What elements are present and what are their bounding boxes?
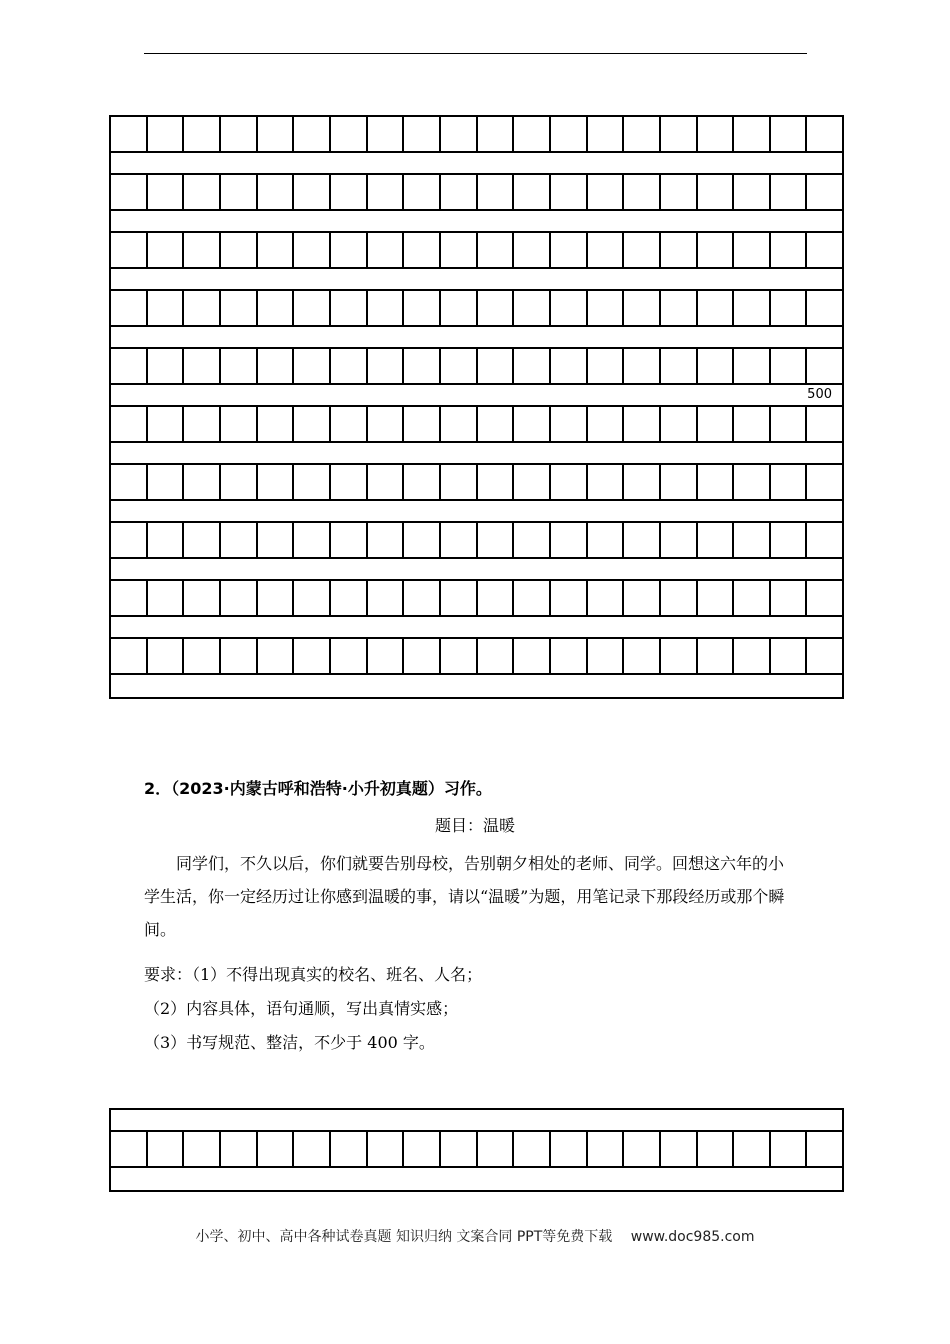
grid-row <box>111 349 842 385</box>
grid-cell[interactable] <box>769 233 806 267</box>
grid-cell[interactable] <box>329 639 366 673</box>
grid-cell[interactable] <box>366 291 403 325</box>
grid-cell[interactable] <box>182 117 219 151</box>
grid-cell[interactable] <box>696 1132 733 1166</box>
writing-grid-bottom <box>109 1108 844 1192</box>
grid-cell[interactable] <box>622 291 659 325</box>
grid-cell[interactable] <box>805 233 842 267</box>
grid-cell[interactable] <box>256 639 293 673</box>
grid-cell[interactable] <box>769 581 806 615</box>
grid-cell[interactable] <box>586 175 623 209</box>
grid-cell[interactable] <box>512 523 549 557</box>
essay-topic: 题目：温暖 <box>434 816 515 835</box>
grid-cell[interactable] <box>182 349 219 383</box>
grid-cell[interactable] <box>402 465 439 499</box>
grid-cell[interactable] <box>512 581 549 615</box>
grid-cell[interactable] <box>329 349 366 383</box>
grid-cell[interactable] <box>769 175 806 209</box>
grid-cell[interactable] <box>659 175 696 209</box>
grid-cell[interactable] <box>659 291 696 325</box>
grid-cell[interactable] <box>366 465 403 499</box>
grid-cell[interactable] <box>805 349 842 383</box>
essay-prompt: 同学们，不久以后，你们就要告别母校，告别朝夕相处的老师、同学。回想这六年的小学生活，你一定经历过让你感到温暖的事，请以“温暖”为题，用笔记录下那段经历或那个瞬间。 <box>144 854 785 939</box>
grid-cell[interactable] <box>182 639 219 673</box>
grid-cell[interactable] <box>256 349 293 383</box>
grid-cell[interactable] <box>146 291 183 325</box>
grid-cell[interactable] <box>219 175 256 209</box>
grid-cell[interactable] <box>292 175 329 209</box>
grid-cell[interactable] <box>219 465 256 499</box>
grid-cell[interactable] <box>439 407 476 441</box>
grid-gap <box>111 153 842 175</box>
grid-cell[interactable] <box>256 523 293 557</box>
grid-cell[interactable] <box>732 639 769 673</box>
grid-cell[interactable] <box>111 581 146 615</box>
grid-cell[interactable] <box>732 1132 769 1166</box>
grid-cell[interactable] <box>805 407 842 441</box>
grid-cell[interactable] <box>586 117 623 151</box>
grid-cell[interactable] <box>512 407 549 441</box>
grid-cell[interactable] <box>696 465 733 499</box>
grid-cell[interactable] <box>622 465 659 499</box>
grid-cell[interactable] <box>439 175 476 209</box>
grid-cell[interactable] <box>549 1132 586 1166</box>
grid-cell[interactable] <box>732 117 769 151</box>
grid-cell[interactable] <box>439 1132 476 1166</box>
grid-cell[interactable] <box>402 581 439 615</box>
grid-cell[interactable] <box>329 523 366 557</box>
grid-cell[interactable] <box>256 407 293 441</box>
grid-cell[interactable] <box>146 233 183 267</box>
grid-cell[interactable] <box>292 581 329 615</box>
grid-gap <box>111 1110 842 1132</box>
grid-cell[interactable] <box>696 291 733 325</box>
grid-cell[interactable] <box>512 465 549 499</box>
grid-cell[interactable] <box>111 291 146 325</box>
grid-gap <box>111 385 842 407</box>
grid-row <box>111 175 842 211</box>
grid-cell[interactable] <box>111 639 146 673</box>
grid-cell[interactable] <box>366 639 403 673</box>
grid-cell[interactable] <box>476 465 513 499</box>
grid-cell[interactable] <box>512 639 549 673</box>
grid-cell[interactable] <box>622 523 659 557</box>
grid-cell[interactable] <box>549 291 586 325</box>
grid-cell[interactable] <box>146 117 183 151</box>
grid-cell[interactable] <box>182 523 219 557</box>
grid-cell[interactable] <box>549 407 586 441</box>
grid-gap <box>111 211 842 233</box>
grid-gap <box>111 1168 842 1190</box>
grid-cell[interactable] <box>366 175 403 209</box>
grid-cell[interactable] <box>439 233 476 267</box>
grid-cell[interactable] <box>402 1132 439 1166</box>
requirement-1: 要求：（1）不得出现真实的校名、班名、人名； <box>144 965 483 984</box>
question-title: 2．（2023·内蒙古呼和浩特·小升初真题）习作。 <box>144 779 492 798</box>
grid-cell[interactable] <box>292 639 329 673</box>
grid-cell[interactable] <box>512 1132 549 1166</box>
grid-cell[interactable] <box>402 639 439 673</box>
grid-cell[interactable] <box>182 175 219 209</box>
grid-cell[interactable] <box>476 349 513 383</box>
grid-cell[interactable] <box>329 291 366 325</box>
grid-cell[interactable] <box>111 523 146 557</box>
grid-cell[interactable] <box>586 233 623 267</box>
grid-cell[interactable] <box>769 465 806 499</box>
grid-cell[interactable] <box>586 349 623 383</box>
grid-cell[interactable] <box>512 233 549 267</box>
grid-cell[interactable] <box>111 175 146 209</box>
grid-cell[interactable] <box>769 349 806 383</box>
grid-cell[interactable] <box>732 175 769 209</box>
requirement-2: （2）内容具体，语句通顺，写出真情实感； <box>144 999 459 1018</box>
grid-cell[interactable] <box>805 465 842 499</box>
grid-cell[interactable] <box>146 465 183 499</box>
writing-grid-top <box>109 115 844 699</box>
grid-cell[interactable] <box>366 581 403 615</box>
grid-cell[interactable] <box>402 233 439 267</box>
grid-cell[interactable] <box>549 175 586 209</box>
grid-cell[interactable] <box>439 349 476 383</box>
grid-cell[interactable] <box>696 523 733 557</box>
grid-cell[interactable] <box>586 639 623 673</box>
grid-cell[interactable] <box>769 523 806 557</box>
grid-cell[interactable] <box>805 175 842 209</box>
grid-cell[interactable] <box>512 117 549 151</box>
grid-cell[interactable] <box>622 175 659 209</box>
grid-cell[interactable] <box>256 1132 293 1166</box>
grid-cell[interactable] <box>476 233 513 267</box>
grid-row <box>111 639 842 675</box>
grid-cell[interactable] <box>182 465 219 499</box>
grid-cell[interactable] <box>696 175 733 209</box>
grid-cell[interactable] <box>769 1132 806 1166</box>
grid-cell[interactable] <box>732 407 769 441</box>
grid-cell[interactable] <box>366 233 403 267</box>
grid-cell[interactable] <box>769 291 806 325</box>
grid-cell[interactable] <box>292 117 329 151</box>
grid-cell[interactable] <box>182 291 219 325</box>
grid-cell[interactable] <box>512 349 549 383</box>
grid-cell[interactable] <box>549 639 586 673</box>
grid-cell[interactable] <box>659 1132 696 1166</box>
footer-url[interactable]: www.doc985.com <box>630 1229 755 1245</box>
grid-cell[interactable] <box>219 1132 256 1166</box>
grid-gap <box>111 327 842 349</box>
grid-cell[interactable] <box>146 581 183 615</box>
grid-cell[interactable] <box>439 465 476 499</box>
grid-cell[interactable] <box>805 291 842 325</box>
grid-cell[interactable] <box>696 233 733 267</box>
grid-cell[interactable] <box>659 465 696 499</box>
grid-cell[interactable] <box>146 349 183 383</box>
grid-cell[interactable] <box>292 407 329 441</box>
grid-cell[interactable] <box>659 117 696 151</box>
grid-cell[interactable] <box>732 465 769 499</box>
grid-cell[interactable] <box>292 1132 329 1166</box>
grid-cell[interactable] <box>805 117 842 151</box>
grid-cell[interactable] <box>219 523 256 557</box>
grid-cell[interactable] <box>549 523 586 557</box>
grid-cell[interactable] <box>292 233 329 267</box>
grid-row <box>111 581 842 617</box>
grid-gap <box>111 443 842 465</box>
grid-cell[interactable] <box>622 1132 659 1166</box>
requirement-3: （3）书写规范、整洁，不少于 400 字。 <box>144 1033 435 1052</box>
grid-cell[interactable] <box>219 291 256 325</box>
grid-cell[interactable] <box>111 1132 146 1166</box>
grid-cell[interactable] <box>219 407 256 441</box>
grid-cell[interactable] <box>329 581 366 615</box>
grid-cell[interactable] <box>366 1132 403 1166</box>
grid-cell[interactable] <box>292 291 329 325</box>
grid-cell[interactable] <box>292 349 329 383</box>
grid-cell[interactable] <box>111 465 146 499</box>
grid-cell[interactable] <box>696 639 733 673</box>
grid-cell[interactable] <box>366 117 403 151</box>
grid-cell[interactable] <box>696 349 733 383</box>
grid-cell[interactable] <box>586 291 623 325</box>
grid-cell[interactable] <box>146 523 183 557</box>
grid-cell[interactable] <box>439 291 476 325</box>
grid-cell[interactable] <box>549 233 586 267</box>
grid-cell[interactable] <box>659 581 696 615</box>
grid-cell[interactable] <box>329 233 366 267</box>
grid-gap <box>111 501 842 523</box>
grid-cell[interactable] <box>659 349 696 383</box>
grid-row <box>111 523 842 559</box>
grid-cell[interactable] <box>402 291 439 325</box>
grid-cell[interactable] <box>696 117 733 151</box>
grid-cell[interactable] <box>256 581 293 615</box>
grid-cell[interactable] <box>549 349 586 383</box>
grid-cell[interactable] <box>476 1132 513 1166</box>
grid-cell[interactable] <box>111 233 146 267</box>
grid-cell[interactable] <box>476 175 513 209</box>
grid-cell[interactable] <box>146 639 183 673</box>
grid-cell[interactable] <box>219 117 256 151</box>
grid-cell[interactable] <box>586 1132 623 1166</box>
grid-cell[interactable] <box>732 523 769 557</box>
grid-row <box>111 1132 842 1168</box>
grid-cell[interactable] <box>769 117 806 151</box>
grid-cell[interactable] <box>182 1132 219 1166</box>
grid-cell[interactable] <box>659 523 696 557</box>
grid-cell[interactable] <box>402 407 439 441</box>
grid-cell[interactable] <box>329 465 366 499</box>
grid-row <box>111 465 842 501</box>
grid-cell[interactable] <box>329 117 366 151</box>
grid-cell[interactable] <box>805 581 842 615</box>
grid-cell[interactable] <box>696 407 733 441</box>
grid-cell[interactable] <box>329 1132 366 1166</box>
grid-cell[interactable] <box>366 349 403 383</box>
grid-cell[interactable] <box>146 407 183 441</box>
grid-gap <box>111 269 842 291</box>
grid-gap <box>111 675 842 697</box>
grid-cell[interactable] <box>439 523 476 557</box>
header-rule <box>144 53 807 54</box>
grid-cell[interactable] <box>256 233 293 267</box>
grid-cell[interactable] <box>366 523 403 557</box>
grid-cell[interactable] <box>182 233 219 267</box>
grid-cell[interactable] <box>476 581 513 615</box>
grid-cell[interactable] <box>622 233 659 267</box>
grid-cell[interactable] <box>256 291 293 325</box>
grid-cell[interactable] <box>659 233 696 267</box>
grid-row <box>111 233 842 269</box>
grid-cell[interactable] <box>622 581 659 615</box>
grid-cell[interactable] <box>402 523 439 557</box>
grid-cell[interactable] <box>329 407 366 441</box>
grid-cell[interactable] <box>256 117 293 151</box>
grid-cell[interactable] <box>476 291 513 325</box>
grid-cell[interactable] <box>512 175 549 209</box>
grid-cell[interactable] <box>111 117 146 151</box>
grid-cell[interactable] <box>732 233 769 267</box>
grid-cell[interactable] <box>732 581 769 615</box>
grid-cell[interactable] <box>439 581 476 615</box>
grid-cell[interactable] <box>219 581 256 615</box>
grid-cell[interactable] <box>769 407 806 441</box>
grid-row <box>111 117 842 153</box>
grid-cell[interactable] <box>805 639 842 673</box>
grid-gap <box>111 559 842 581</box>
grid-cell[interactable] <box>476 639 513 673</box>
footer <box>0 1226 950 1246</box>
grid-cell[interactable] <box>182 407 219 441</box>
grid-cell[interactable] <box>622 639 659 673</box>
grid-gap <box>111 617 842 639</box>
grid-cell[interactable] <box>549 581 586 615</box>
grid-cell[interactable] <box>402 117 439 151</box>
grid-row <box>111 407 842 443</box>
grid-cell[interactable] <box>622 349 659 383</box>
grid-cell[interactable] <box>476 117 513 151</box>
grid-cell[interactable] <box>549 465 586 499</box>
grid-cell[interactable] <box>512 291 549 325</box>
grid-cell[interactable] <box>111 349 146 383</box>
grid-cell[interactable] <box>732 349 769 383</box>
grid-cell[interactable] <box>329 175 366 209</box>
grid-cell[interactable] <box>292 523 329 557</box>
grid-cell[interactable] <box>366 407 403 441</box>
grid-cell[interactable] <box>622 117 659 151</box>
grid-cell[interactable] <box>805 523 842 557</box>
grid-cell[interactable] <box>586 407 623 441</box>
grid-cell[interactable] <box>549 117 586 151</box>
grid-cell[interactable] <box>476 407 513 441</box>
grid-cell[interactable] <box>111 407 146 441</box>
grid-cell[interactable] <box>256 465 293 499</box>
grid-cell[interactable] <box>476 523 513 557</box>
grid-cell[interactable] <box>439 639 476 673</box>
grid-cell[interactable] <box>659 639 696 673</box>
grid-cell[interactable] <box>146 1132 183 1166</box>
grid-cell[interactable] <box>696 581 733 615</box>
grid-row <box>111 291 842 327</box>
grid-cell[interactable] <box>732 291 769 325</box>
grid-cell[interactable] <box>439 117 476 151</box>
grid-cell[interactable] <box>805 1132 842 1166</box>
grid-cell[interactable] <box>292 465 329 499</box>
grid-cell[interactable] <box>659 407 696 441</box>
grid-cell[interactable] <box>256 175 293 209</box>
grid-cell[interactable] <box>182 581 219 615</box>
grid-cell[interactable] <box>219 349 256 383</box>
word-count-marker: 500 <box>807 387 832 402</box>
grid-cell[interactable] <box>402 175 439 209</box>
grid-cell[interactable] <box>769 639 806 673</box>
grid-cell[interactable] <box>586 465 623 499</box>
grid-cell[interactable] <box>586 523 623 557</box>
grid-cell[interactable] <box>402 349 439 383</box>
grid-cell[interactable] <box>219 639 256 673</box>
grid-cell[interactable] <box>146 175 183 209</box>
footer-text: 小学、初中、高中各种试卷真题 知识归纳 文案合同 PPT等免费下载 <box>195 1229 613 1245</box>
grid-cell[interactable] <box>586 581 623 615</box>
grid-cell[interactable] <box>622 407 659 441</box>
grid-cell[interactable] <box>219 233 256 267</box>
